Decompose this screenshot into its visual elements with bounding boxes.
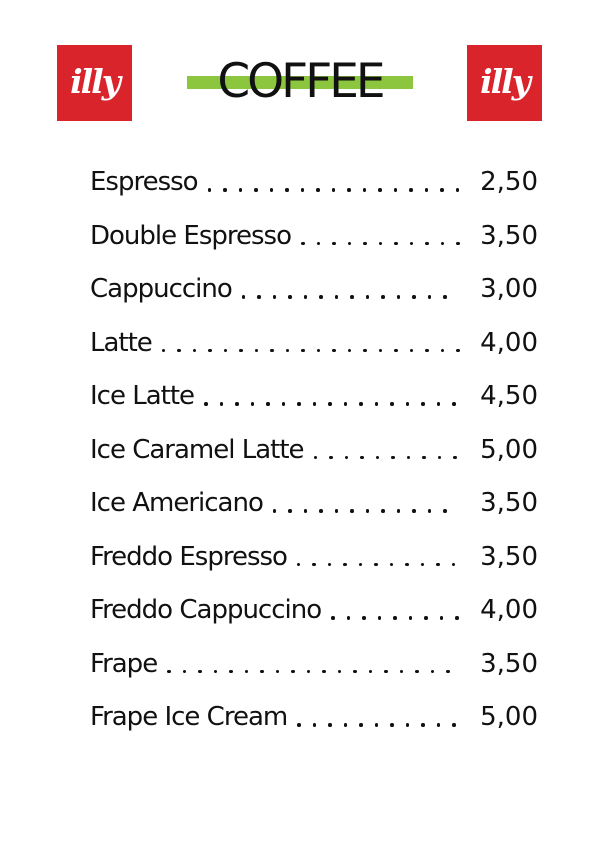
leader-dot	[366, 509, 370, 513]
leader-dot	[394, 242, 398, 246]
leader-dot	[183, 670, 187, 674]
menu-item-price: 3,50	[480, 488, 538, 518]
leader-dot	[360, 456, 364, 460]
leader-dot	[390, 402, 394, 406]
illy-logo-right	[467, 45, 542, 121]
leader-dot	[438, 456, 442, 460]
menu-item	[90, 210, 538, 264]
dot-leader	[90, 210, 538, 264]
menu-item-name: Ice Latte	[90, 381, 195, 411]
leader-dot	[223, 188, 227, 192]
leader-dot	[400, 670, 404, 674]
leader-dot	[266, 402, 270, 406]
leader-dot	[331, 616, 335, 620]
leader-dot	[177, 349, 181, 353]
menu-item-price: 4,00	[480, 595, 538, 625]
leader-dot	[409, 188, 413, 192]
menu-item	[90, 156, 538, 210]
leader-dot	[415, 670, 419, 674]
dot-leader	[90, 424, 538, 478]
leader-dot	[257, 295, 261, 299]
menu-item-name: Frape Ice Cream	[90, 702, 288, 732]
menu-item-price: 3,00	[480, 274, 538, 304]
leader-dot	[245, 670, 249, 674]
leader-dot	[452, 402, 456, 406]
leader-dot	[394, 188, 398, 192]
leader-dot	[285, 188, 289, 192]
leader-dot	[425, 188, 429, 192]
leader-dot	[406, 402, 410, 406]
leader-dot	[335, 295, 339, 299]
leader-dot	[307, 670, 311, 674]
leader-dot	[214, 670, 218, 674]
leader-dot	[273, 509, 277, 513]
leader-dot	[332, 242, 336, 246]
leader-dot	[286, 349, 290, 353]
menu-item-name: Freddo Cappuccino	[90, 595, 322, 625]
leader-dot	[366, 295, 370, 299]
leader-dot	[452, 563, 456, 567]
menu-item-name: Frape	[90, 648, 158, 679]
leader-dot	[425, 349, 429, 353]
leader-dot	[224, 349, 228, 353]
leader-dot	[313, 402, 317, 406]
leader-dot	[270, 188, 274, 192]
leader-dot	[328, 723, 332, 727]
leader-dot	[431, 670, 435, 674]
leader-dot	[394, 349, 398, 353]
leader-dot	[319, 509, 323, 513]
leader-dot	[359, 402, 363, 406]
leader-dot	[425, 242, 429, 246]
leader-dot	[440, 188, 444, 192]
leader-dot	[456, 188, 460, 192]
leader-dot	[452, 723, 456, 727]
leader-dot	[319, 295, 323, 299]
leader-dot	[208, 349, 212, 353]
leader-dot	[335, 509, 339, 513]
leader-dot	[208, 188, 212, 192]
menu-item-price: 5,00	[480, 434, 538, 465]
menu-item-price: 2,50	[480, 167, 538, 197]
leader-dot	[363, 349, 367, 353]
leader-dot	[347, 188, 351, 192]
dot-leader	[90, 370, 538, 424]
leader-dot	[198, 670, 202, 674]
leader-dot	[297, 723, 301, 727]
leader-dot	[441, 242, 445, 246]
leader-dot	[446, 670, 450, 674]
dot-leader	[90, 263, 538, 317]
leader-dot	[440, 616, 444, 620]
leader-dot	[328, 402, 332, 406]
leader-dot	[344, 723, 348, 727]
leader-dot	[301, 242, 305, 246]
leader-dot	[282, 402, 286, 406]
leader-dot	[405, 563, 409, 567]
leader-dot	[397, 509, 401, 513]
leader-dot	[254, 188, 258, 192]
coffee-menu-list	[90, 156, 538, 745]
leader-dot	[378, 188, 382, 192]
leader-dot	[421, 563, 425, 567]
leader-dot	[288, 295, 292, 299]
leader-dot	[410, 349, 414, 353]
leader-dot	[297, 402, 301, 406]
leader-dot	[343, 563, 347, 567]
leader-dot	[381, 295, 385, 299]
leader-dot	[317, 349, 321, 353]
leader-dot	[220, 402, 224, 406]
leader-dot	[407, 456, 411, 460]
leader-dot	[304, 295, 308, 299]
leader-dot	[255, 349, 259, 353]
leader-dot	[437, 723, 441, 727]
dot-leader	[90, 477, 538, 531]
leader-dot	[412, 509, 416, 513]
menu-item-price: 4,50	[480, 381, 538, 411]
menu-item-name: Freddo Espresso	[90, 541, 287, 572]
leader-dot	[428, 509, 432, 513]
dot-leader	[90, 638, 538, 692]
leader-dot	[348, 242, 352, 246]
leader-dot	[363, 188, 367, 192]
menu-item	[90, 317, 538, 371]
leader-dot	[436, 563, 440, 567]
leader-dot	[391, 456, 395, 460]
leader-dot	[455, 616, 459, 620]
leader-dot	[422, 456, 426, 460]
leader-dot	[329, 456, 333, 460]
leader-dot	[369, 670, 373, 674]
leader-dot	[441, 349, 445, 353]
leader-dot	[375, 723, 379, 727]
leader-dot	[437, 402, 441, 406]
dot-leader	[90, 691, 538, 745]
dot-leader	[90, 584, 538, 638]
leader-dot	[235, 402, 239, 406]
leader-dot	[312, 563, 316, 567]
leader-dot	[260, 670, 264, 674]
leader-dot	[379, 349, 383, 353]
leader-dot	[390, 563, 394, 567]
leader-dot	[338, 670, 342, 674]
leader-dot	[409, 616, 413, 620]
illy-logo-left	[57, 45, 132, 121]
menu-item	[90, 424, 538, 478]
leader-dot	[204, 402, 208, 406]
leader-dot	[350, 509, 354, 513]
menu-item	[90, 691, 538, 745]
leader-dot	[162, 349, 166, 353]
menu-item-name: Cappuccino	[90, 274, 232, 304]
illy-logo-left-text: illy	[70, 61, 119, 101]
leader-dot	[406, 723, 410, 727]
leader-dot	[384, 670, 388, 674]
leader-dot	[313, 723, 317, 727]
leader-dot	[317, 242, 321, 246]
leader-dot	[379, 242, 383, 246]
menu-item-name: Latte	[90, 327, 152, 358]
menu-item-name: Double Espresso	[90, 220, 291, 251]
leader-dot	[301, 188, 305, 192]
leader-dot	[348, 349, 352, 353]
page-title: COFFEE	[217, 54, 383, 109]
leader-dot	[376, 456, 380, 460]
leader-dot	[390, 723, 394, 727]
leader-dot	[239, 349, 243, 353]
menu-item	[90, 531, 538, 585]
menu-item	[90, 263, 538, 317]
leader-dot	[347, 616, 351, 620]
menu-item-price: 4,00	[480, 327, 538, 358]
leader-dot	[304, 509, 308, 513]
leader-dot	[297, 563, 301, 567]
leader-dot	[363, 242, 367, 246]
menu-item-name: Ice Americano	[90, 488, 263, 518]
leader-dot	[167, 670, 171, 674]
leader-dot	[410, 242, 414, 246]
menu-item-price: 3,50	[480, 220, 538, 251]
leader-dot	[301, 349, 305, 353]
menu-item-price: 3,50	[480, 648, 538, 679]
leader-dot	[453, 456, 457, 460]
leader-dot	[378, 616, 382, 620]
dot-leader	[90, 156, 538, 210]
leader-dot	[332, 349, 336, 353]
leader-dot	[332, 188, 336, 192]
leader-dot	[276, 670, 280, 674]
leader-dot	[456, 242, 460, 246]
leader-dot	[353, 670, 357, 674]
leader-dot	[359, 723, 363, 727]
menu-item	[90, 584, 538, 638]
illy-logo-right-text: illy	[480, 61, 529, 101]
leader-dot	[193, 349, 197, 353]
leader-dot	[322, 670, 326, 674]
leader-dot	[443, 295, 447, 299]
leader-dot	[350, 295, 354, 299]
leader-dot	[381, 509, 385, 513]
menu-item-name: Ice Caramel Latte	[90, 434, 304, 465]
leader-dot	[251, 402, 255, 406]
leader-dot	[314, 456, 318, 460]
leader-dot	[428, 295, 432, 299]
leader-dot	[239, 188, 243, 192]
dot-leader	[90, 531, 538, 585]
menu-item-name: Espresso	[90, 167, 198, 197]
menu-item-price: 5,00	[480, 702, 538, 732]
leader-dot	[421, 402, 425, 406]
menu-item	[90, 638, 538, 692]
leader-dot	[344, 402, 348, 406]
leader-dot	[362, 616, 366, 620]
leader-dot	[359, 563, 363, 567]
leader-dot	[242, 295, 246, 299]
leader-dot	[273, 295, 277, 299]
leader-dot	[421, 723, 425, 727]
leader-dot	[229, 670, 233, 674]
leader-dot	[424, 616, 428, 620]
leader-dot	[412, 295, 416, 299]
leader-dot	[270, 349, 274, 353]
leader-dot	[328, 563, 332, 567]
leader-dot	[443, 509, 447, 513]
leader-dot	[291, 670, 295, 674]
leader-dot	[374, 563, 378, 567]
leader-dot	[456, 349, 460, 353]
menu-item-price: 3,50	[480, 541, 538, 572]
dot-leader	[90, 317, 538, 371]
leader-dot	[288, 509, 292, 513]
menu-item	[90, 370, 538, 424]
leader-dot	[393, 616, 397, 620]
leader-dot	[316, 188, 320, 192]
leader-dot	[345, 456, 349, 460]
menu-title	[187, 52, 413, 112]
menu-item	[90, 477, 538, 531]
leader-dot	[397, 295, 401, 299]
leader-dot	[375, 402, 379, 406]
